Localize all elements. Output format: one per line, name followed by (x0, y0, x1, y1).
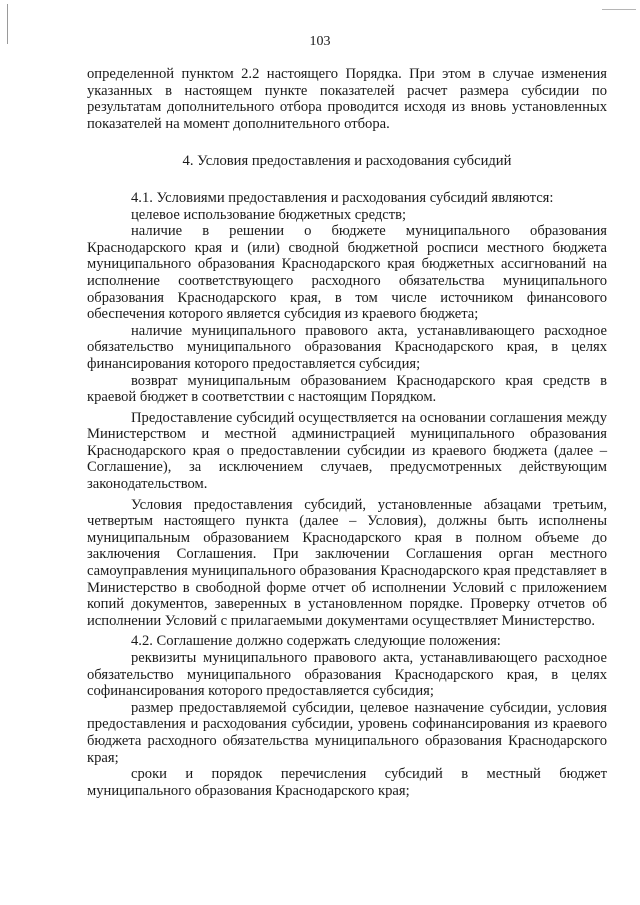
scan-corner-line (602, 9, 636, 10)
paragraph-agreement-basis: Предоставление субсидий осуществляется на основании соглашения между Министерством и местной администрацией муниципального образования Краснодарского края о предоставлении субсидии из краевого бюджета (далее – Соглашение), за исключением случаев, предусмотренных действующим законодательством. (87, 409, 607, 493)
paragraph-conditions-fulfilment: Условия предоставления субсидий, установленные абзацами третьим, четвертым настоящего пункта (далее – Условия), должны быть исполнены муниципальным образованием Краснодарского края в полном объеме до заключения Соглашения. При заключении Соглашения орган местного самоуправления муниципального образования Краснодарского края представляет в Министерство в свободной форме отчет об исполнении Условий с приложением копий документов, заверенных в установленном порядке. Проверку отчетов об исполнении Условий с прилагаемыми документами осуществляет Министерство. (87, 496, 607, 629)
paragraph-condition-budget-allocations: наличие в решении о бюджете муниципального образования Краснодарского края и (или) сводной бюджетной росписи местного бюджета муниципального образования Краснодарского края бюджетных ассигнований на исполнение соответствующего расходного обязательства муниципального образования Краснодарского края, в том числе источником финансового обеспечения которого является субсидия из краевого бюджета; (87, 223, 607, 323)
section-heading: 4. Условия предоставления и расходования субсидий (182, 153, 512, 170)
paragraph-condition-legal-act: наличие муниципального правового акта, устанавливающего расходное обязательство муниципального образования Краснодарского края, в целях финансирования которого предоставляется субсидия; (87, 322, 607, 372)
paragraph-agreement-amount: размер предоставляемой субсидии, целевое назначение субсидии, условия предоставления и расходования субсидии, уровень софинансирования из краевого бюджета расходного обязательства муниципального образования Краснодарского края; (87, 699, 607, 766)
paragraph-agreement-transfer-terms: сроки и порядок перечисления субсидий в местный бюджет муниципального образования Краснодарского края; (87, 766, 607, 799)
paragraph-condition-refund: возврат муниципальным образованием Краснодарского края средств в краевой бюджет в соответствии с настоящим Порядком. (87, 372, 607, 406)
paragraph-agreement-requisites: реквизиты муниципального правового акта, устанавливающего расходное обязательство муниципального образования Краснодарского края, в целях софинансирования которого предоставляется субсидия; (87, 650, 607, 700)
page-number: 103 (309, 34, 331, 49)
paragraph-condition-targeted-use: целевое использование бюджетных средств; (131, 206, 407, 223)
document-body (87, 66, 607, 799)
paragraph-clause-4-1: 4.1. Условиями предоставления и расходования субсидий являются: (131, 189, 554, 206)
paragraph-continuation: определенной пунктом 2.2 настоящего Порядка. При этом в случае изменения указанных в настоящем пункте показателей расчет размера субсидии по результатам дополнительного отбора проводится исходя из вновь установленных показателей на момент дополнительного отбора. (87, 66, 607, 132)
paragraph-clause-4-2: 4.2. Соглашение должно содержать следующие положения: (131, 633, 501, 650)
